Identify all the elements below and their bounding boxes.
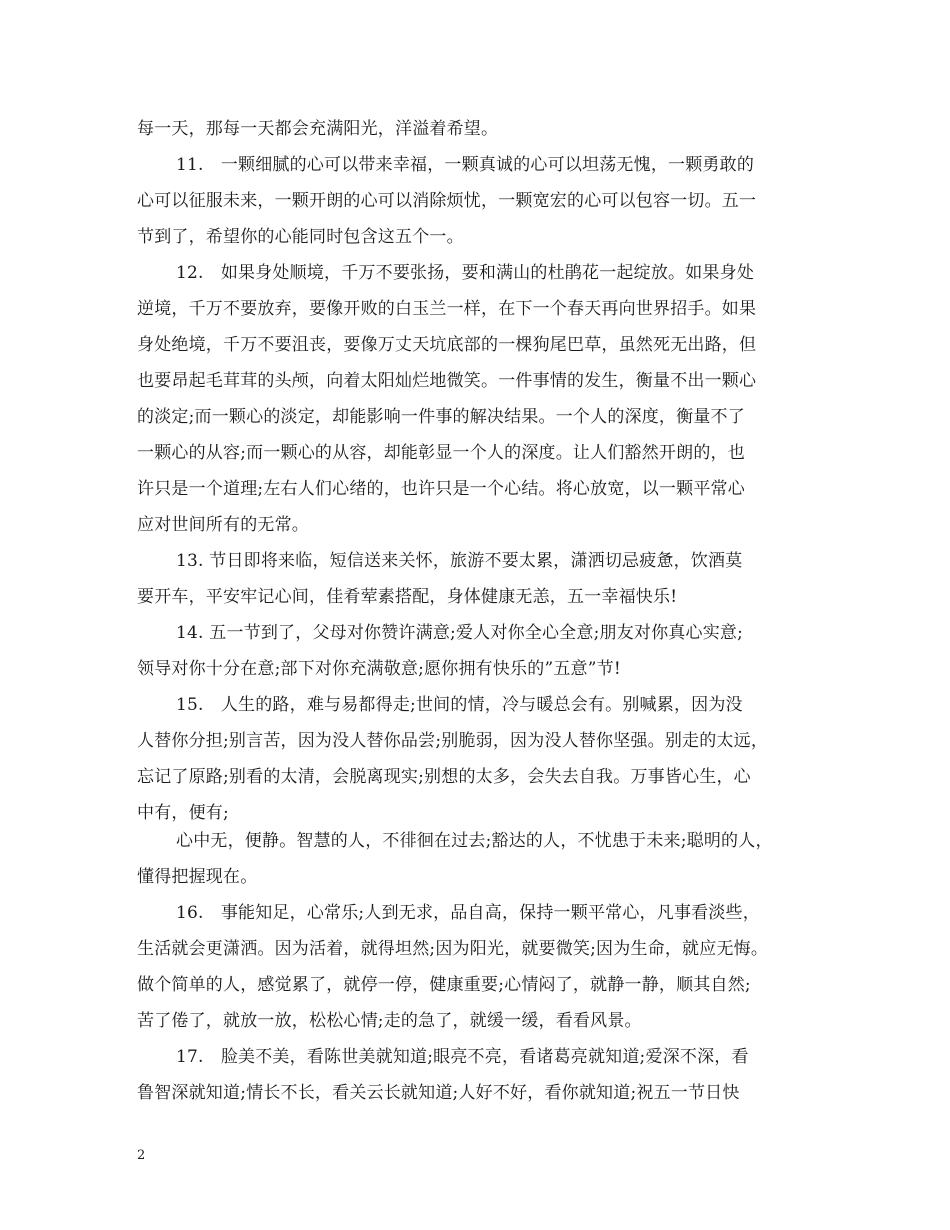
text-line: 每一天，那每一天都会充满阳光，洋溢着希望。 bbox=[137, 119, 499, 139]
text-line: 11. 一颗细腻的心可以带来幸福，一颗真诚的心可以坦荡无愧，一颗勇敢的 bbox=[176, 155, 755, 175]
text-line: 也要昂起毛茸茸的头颅，向着太阳灿烂地微笑。一件事情的发生，衡量不出一颗心 bbox=[137, 371, 757, 391]
text-line: 16. 事能知足，心常乐;人到无求，品自高，保持一颗平常心，凡事看淡些， bbox=[176, 903, 760, 923]
text-line: 鲁智深就知道;情长不长，看关云长就知道;人好不好，看你就知道;祝五一节日快 bbox=[137, 1083, 740, 1103]
text-line: 逆境，千万不要放弃，要像开败的白玉兰一样，在下一个春天再向世界招手。如果 bbox=[137, 299, 757, 319]
text-line: 领导对你十分在意;部下对你充满敬意;愿你拥有快乐的”五意”节! bbox=[137, 659, 621, 679]
text-line: 中有，便有; bbox=[137, 803, 229, 823]
text-line: 12. 如果身处顺境，千万不要张扬，要和满山的杜鹃花一起绽放。如果身处 bbox=[176, 263, 755, 283]
text-line: 懂得把握现在。 bbox=[137, 867, 258, 887]
page-number: 2 bbox=[137, 1148, 146, 1163]
text-line: 做个简单的人，感觉累了，就停一停，健康重要;心情闷了，就静一静，顺其自然; bbox=[137, 975, 751, 995]
text-line: 14. 五一节到了，父母对你赞许满意;爱人对你全心全意;朋友对你真心实意; bbox=[176, 623, 744, 643]
text-line: 一颗心的从容;而一颗心的从容，却能彰显一个人的深度。让人们豁然开朗的，也 bbox=[137, 443, 745, 463]
text-line: 15. 人生的路，难与易都得走;世间的情，冷与暖总会有。别喊累，因为没 bbox=[176, 695, 743, 715]
text-line: 17. 脸美不美，看陈世美就知道;眼亮不亮，看诸葛亮就知道;爱深不深，看 bbox=[176, 1047, 749, 1067]
text-line: 身处绝境，千万不要沮丧，要像万丈天坑底部的一棵狗尾巴草，虽然死无出路，但 bbox=[137, 335, 757, 355]
text-line: 应对世间所有的无常。 bbox=[137, 515, 309, 535]
text-line: 要开车，平安牢记心间，佳肴荤素搭配，身体健康无恙，五一幸福快乐! bbox=[137, 587, 678, 607]
text-line: 人替你分担;别言苦，因为没人替你品尝;别脆弱，因为没人替你坚强。别走的太远， bbox=[137, 731, 769, 751]
text-line: 生活就会更潇洒。因为活着，就得坦然;因为阳光，就要微笑;因为生命，就应无悔。 bbox=[137, 939, 769, 959]
text-line: 13. 节日即将来临，短信送来关怀，旅游不要太累，潇洒切忌疲惫，饮酒莫 bbox=[176, 551, 743, 571]
text-line: 苦了倦了，就放一放，松松心情;走的急了，就缓一缓，看看风景。 bbox=[137, 1011, 642, 1031]
text-line: 节到了，希望你的心能同时包含这五个一。 bbox=[137, 227, 464, 247]
text-line: 的淡定;而一颗心的淡定，却能影响一件事的解决结果。一个人的深度，衡量不了 bbox=[137, 407, 745, 427]
text-line: 许只是一个道理;左右人们心绪的，也许只是一个心结。将心放宽，以一颗平常心 bbox=[137, 479, 745, 499]
text-line: 心可以征服未来，一颗开朗的心可以消除烦忧，一颗宽宏的心可以包容一切。五一 bbox=[137, 191, 757, 211]
text-line: 忘记了原路;别看的太清，会脱离现实;别想的太多，会失去自我。万事皆心生，心 bbox=[137, 767, 751, 787]
text-line: 心中无，便静。智慧的人，不徘徊在过去;豁达的人，不忧患于未来;聪明的人， bbox=[176, 831, 773, 851]
